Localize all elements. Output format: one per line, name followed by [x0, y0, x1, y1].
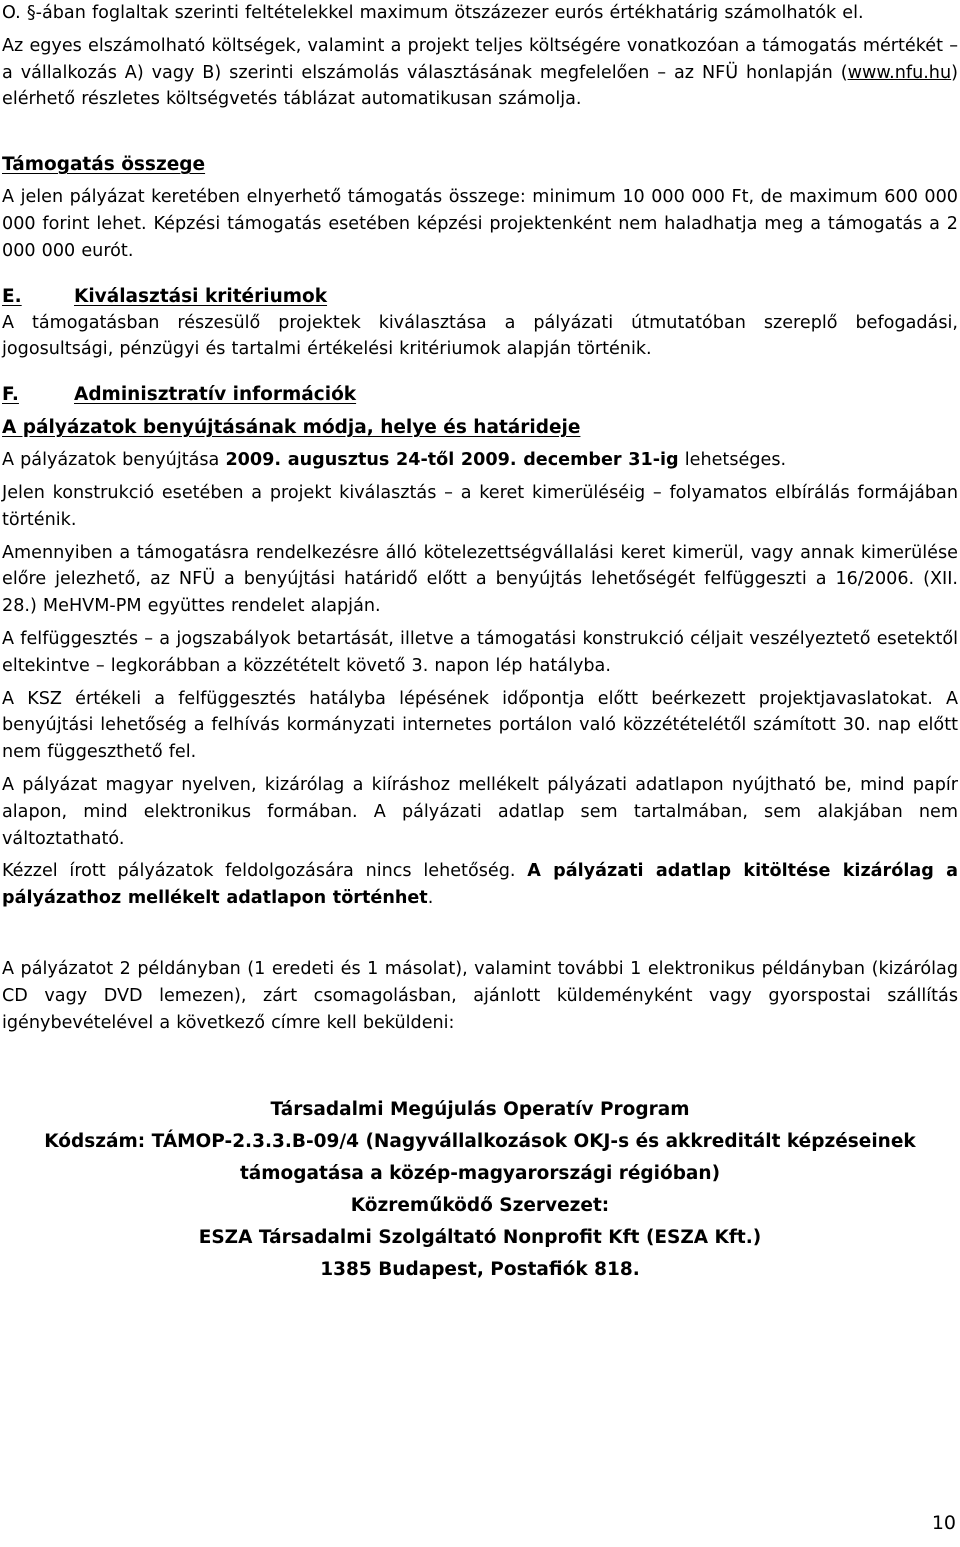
section-f-letter: F.	[2, 384, 19, 406]
program-code: Kódszám: TÁMOP-2.3.3.B-09/4 (Nagyvállalkozások OKJ-s és akkreditált képzéseinek támogatása a közép-magyarországi régióban)	[44, 1131, 916, 1185]
submission-period-end: lehetséges.	[678, 450, 787, 471]
section-f-title: Adminisztratív információk	[74, 384, 357, 406]
support-amount-heading	[2, 151, 958, 178]
budget-text-start: Az egyes elszámolható költségek, valamint a projekt teljes költségére vonatkozóan a támogatás mértékét – a vállalkozás A) vagy B) szerinti elszámolás választásának megfelelően – az NFÜ honlapján (	[2, 35, 958, 83]
language-paragraph: A pályázat magyar nyelven, kizárólag a kiíráshoz mellékelt pályázati adatlapon nyújtható be, mind papír alapon, mind elektronikus formában. A pályázati adatlap sem tartalmában, sem alakjában nem változtatható.	[2, 774, 958, 849]
support-amount-paragraph	[2, 184, 958, 264]
submission-subheading	[2, 414, 958, 441]
nfu-link[interactable]: www.nfu.hu	[847, 62, 952, 83]
submission-period-start: A pályázatok benyújtása	[2, 450, 226, 471]
ksz-evaluation-paragraph: A KSZ értékeli a felfüggesztés hatályba lépésének időpontja előtt beérkezett projektjavaslatokat. A benyújtási lehetőség a felhívás kormányzati internetes portálon való közzétételétől számított 30. nap előtt nem függeszthető fel.	[2, 688, 958, 763]
intermediary-label: Közreműködő Szervezet:	[350, 1195, 610, 1217]
training-support-text: Képzési támogatás esetében képzési projektenként nem haladhatja meg a támogatás a 2 000 000 eurót.	[2, 213, 958, 261]
support-amount-title: Támogatás összege	[2, 154, 206, 176]
section-e-title: Kiválasztási kritériumok	[74, 285, 328, 307]
section-e-paragraph: A támogatásban részesülő projektek kiválasztása a pályázati útmutatóban szereplő befogadási, jogosultsági, pénzügyi és tartalmi értékelési kritériumok alapján történik.	[2, 312, 958, 360]
handwritten-text: Kézzel írott pályázatok feldolgozására nincs lehetőség.	[2, 861, 528, 882]
support-amount-text: A jelen pályázat keretében elnyerhető támogatás összege: minimum 10 000 000 Ft, de maximum 600 000 000 forint lehet.	[2, 187, 958, 234]
copies-paragraph: A pályázatot 2 példányban (1 eredeti és 1 másolat), valamint további 1 elektronikus példányban (kizárólag CD vagy DVD lemezen), zárt csomagolásban, ajánlott küldeményként vagy gyorspostai szállítás igénybevételével a következő címre kell beküldeni:	[2, 958, 958, 1033]
budget-text-end: ) elérhető részletes költségvetés táblázat automatikusan számolja.	[2, 62, 958, 110]
selection-paragraph: Jelen konstrukció esetében a projekt kiválasztás – a keret kimerüléséig – folyamatos elbírálás formájában történik.	[2, 482, 958, 530]
suspension-effect-paragraph: A felfüggesztés – a jogszabályok betartását, illetve a támogatási konstrukció céljait veszélyeztető esetektől eltekintve – legkorábban a közzétételt követő 3. napon lép hatályba.	[2, 628, 958, 676]
section-e-letter: E.	[2, 285, 22, 307]
program-name: Társadalmi Megújulás Operatív Program	[270, 1099, 690, 1121]
handwritten-end: .	[427, 888, 434, 909]
organization-name: ESZA Társadalmi Szolgáltató Nonprofit Kft (ESZA Kft.)	[198, 1227, 762, 1249]
intro-line: O. §-ában foglaltak szerinti feltételekkel maximum ötszázezer eurós értékhatárig számolhatók el.	[2, 3, 864, 23]
handwritten-paragraph	[2, 858, 958, 912]
postal-address: 1385 Budapest, Postafiók 818.	[320, 1259, 640, 1281]
submission-period-dates: 2009. augusztus 24-től 2009. december 31-ig	[225, 450, 679, 471]
submission-subheading-text: A pályázatok benyújtásának módja, helye és határideje	[2, 417, 581, 439]
page-number: 10	[931, 1512, 956, 1534]
section-e-heading	[2, 283, 958, 310]
section-f-heading	[2, 381, 958, 408]
budget-paragraph	[2, 33, 958, 113]
form-requirement-text: A pályázati adatlap kitöltése kizárólag a pályázathoz mellékelt adatlapon történhet	[2, 861, 958, 909]
submission-period-paragraph	[2, 447, 958, 474]
suspension-paragraph: Amennyiben a támogatásra rendelkezésre álló kötelezettségvállalási keret kimerül, vagy annak kimerülése előre jelezhető, az NFÜ a benyújtási határidő előtt a benyújtás lehetőségét felfüggeszti a 16/2006. (XII. 28.) MeHVM-PM együttes rendelet alapján.	[2, 542, 958, 617]
mailing-address-block	[2, 1080, 958, 1286]
